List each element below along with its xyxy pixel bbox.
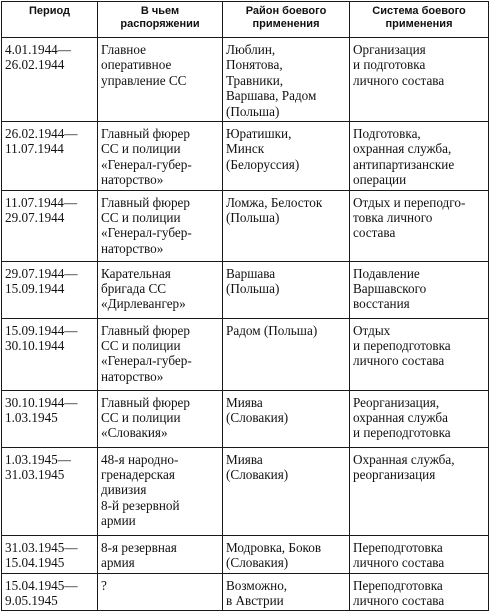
header-command: В чьем распоряжении [98, 2, 223, 38]
header-area: Район боевого применения [223, 2, 350, 38]
cell-period: 15.04.1945— 9.05.1945 [2, 573, 98, 611]
cell-area: Возможно, в Австрии [223, 573, 350, 611]
table-row [2, 535, 489, 573]
table-row [2, 447, 489, 535]
cell-system: Подавление Варшавского восстания [350, 261, 489, 318]
table-row [2, 318, 489, 390]
cell-command: Главный фюрер СС и полиции «Генерал-губер- наторство» [98, 318, 223, 390]
cell-period: 26.02.1944— 11.07.1944 [2, 122, 98, 191]
cell-command: ? [98, 573, 223, 611]
cell-system: Подготовка, охранная служба, антипартизанские операции [350, 122, 489, 191]
table-row [2, 390, 489, 447]
cell-period: 11.07.1944— 29.07.1944 [2, 190, 98, 261]
cell-system: Переподготовка личного состава [350, 535, 489, 573]
cell-area: Ломжа, Белосток (Польша) [223, 190, 350, 261]
cell-command: Главный фюрер СС и полиции «Генерал-губер- наторство» [98, 122, 223, 191]
cell-command: Главный фюрер СС и полиции «Генерал-губер- наторство» [98, 190, 223, 261]
table-row [2, 573, 489, 611]
cell-system: Отдых и переподго- товка личного состава [350, 190, 489, 261]
header-row [2, 2, 489, 38]
cell-system: Переподготовка личного состава [350, 573, 489, 611]
header-period: Период [2, 2, 98, 38]
table-row [2, 261, 489, 318]
cell-area: Юратишки, Минск (Белоруссия) [223, 122, 350, 191]
cell-area: Радом (Польша) [223, 318, 350, 390]
cell-period: 15.09.1944— 30.10.1944 [2, 318, 98, 390]
cell-command: Карательная бригада СС «Дирлевангер» [98, 261, 223, 318]
cell-period: 31.03.1945— 15.04.1945 [2, 535, 98, 573]
cell-period: 29.07.1944— 15.09.1944 [2, 261, 98, 318]
cell-area: Модровка, Боков (Словакия) [223, 535, 350, 573]
cell-area: Варшава (Польша) [223, 261, 350, 318]
table-row [2, 190, 489, 261]
cell-command: Главное оперативное управление СС [98, 38, 223, 122]
cell-system: Реорганизация, охранная служба и переподготовка [350, 390, 489, 447]
cell-command: Главный фюрер СС и полиции «Словакия» [98, 390, 223, 447]
cell-system: Отдых и переподготовка личного состава [350, 318, 489, 390]
cell-area: Люблин, Понятова, Травники, Варшава, Радом (Польша) [223, 38, 350, 122]
cell-period: 4.01.1944— 26.02.1944 [2, 38, 98, 122]
cell-period: 1.03.1945— 31.03.1945 [2, 447, 98, 535]
cell-command: 8-я резервная армия [98, 535, 223, 573]
cell-area: Миява (Словакия) [223, 390, 350, 447]
table-row [2, 122, 489, 191]
table-row [2, 38, 489, 122]
cell-system: Охранная служба, реорганизация [350, 447, 489, 535]
cell-command: 48-я народно- гренадерская дивизия 8-й резервной армии [98, 447, 223, 535]
cell-area: Миява (Словакия) [223, 447, 350, 535]
cell-period: 30.10.1944— 1.03.1945 [2, 390, 98, 447]
header-system: Система боевого применения [350, 2, 489, 38]
deployment-table [1, 1, 489, 611]
cell-system: Организация и подготовка личного состава [350, 38, 489, 122]
